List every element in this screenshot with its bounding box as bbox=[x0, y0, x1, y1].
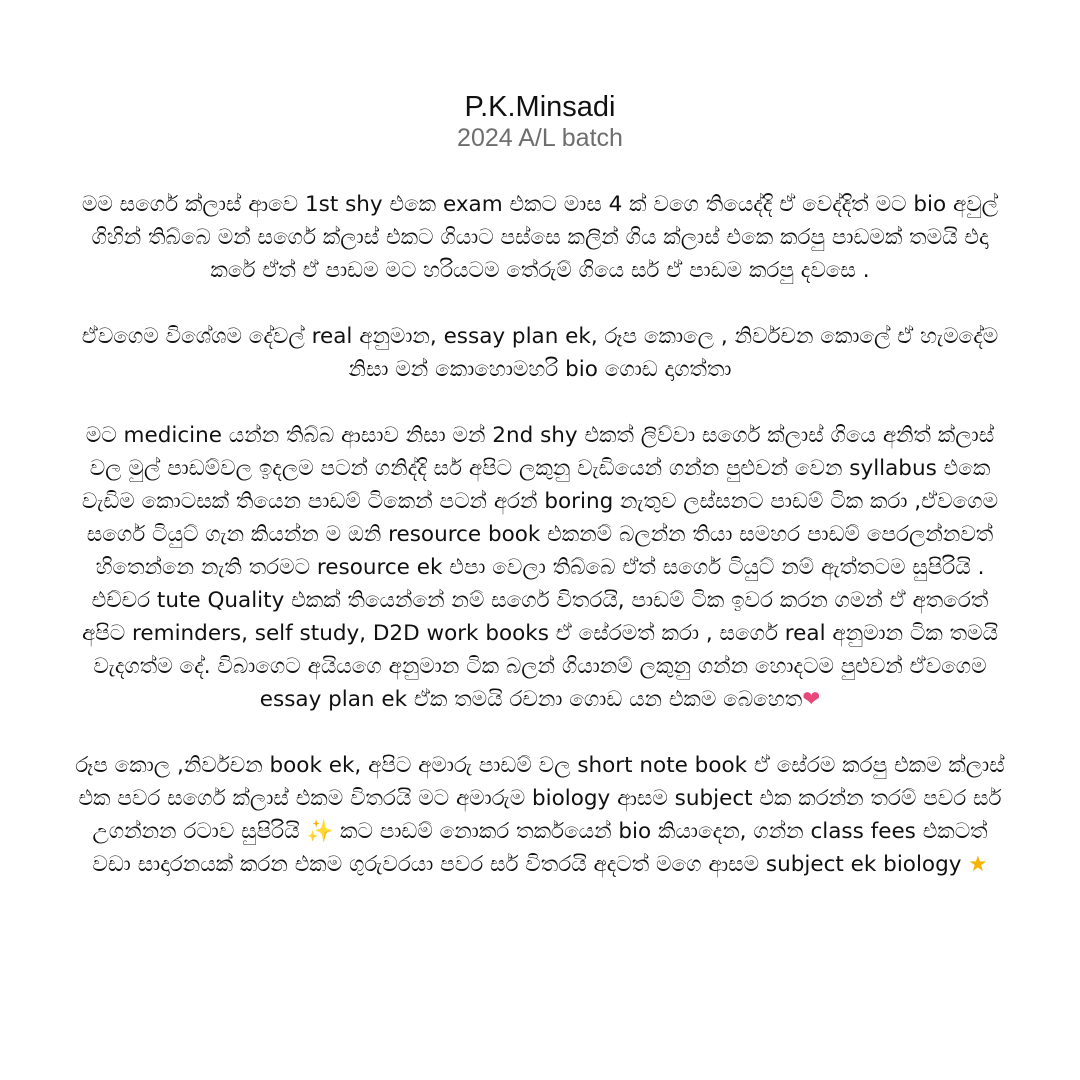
author-name: P.K.Minsadi bbox=[464, 91, 616, 123]
heart-icon: ❤ bbox=[802, 687, 821, 712]
paragraph-experience-text: මට medicine යන්න තිබ්බ ආසාව නිසා මන් 2nd shy එකත් ලිව්වා සර්ගෙ ක්ලාස් ගියෙ අනිත් ක්ලාස් වල මුල් පාඩම්වල ඉදලම පටන් ගනිද්දි සර් අපිට ලකුනු වැඩියෙන් ගන්න පුළුවන් වෙන syllabus එකෙ වැඩිම කොටසක් තියෙන පාඩම් ටිකෙන් පටන් අරන් boring නැතුව ලස්සනට පාඩම් ටික කරා ,ඒවගෙම සර්ගෙ ටියුට් ගැන කියන්න ම ඔනි resource book එකනම් බලන්න තියා සමහර පාඩම් පෙරලන්නවත් හිතෙන්නෙ නැති තරමට resource ek එපා වෙලා තිබ්බෙ ඒත් සර්ගෙ ටියුට් නම් ඇත්තටම සුපිරියි . එච්චර tute Quality එකක් තියෙන්නේ නම් සර්ගෙ විතරයි, පාඩම් ටික ඉවර කරන ගමන් ඒ අතරෙත් අපිට reminders, self study, D2D work books ඒ සේරමත් කරා , සර්ගෙ real අනුමාන ටික තමයි වැදගත්ම දේ. විබාගෙට අයියගෙ අනුමාන ටික බලන් ගියානම් ලකුනු ගන්න හොදටම පුළුවන් ඒවගෙම essay plan ek ඒක තමයි රචනා ගොඩ යන එකම බෙහෙත bbox=[81, 423, 999, 712]
star-icon: ★ bbox=[968, 852, 988, 877]
header bbox=[0, 90, 1080, 152]
paragraph-conclusion-text-1: රූප කොල ,නිර්වචන book ek, අපිට අමාරු පාඩම් වල short note book ඒ සේරම කරපු එකම ක්ලාස් එක පවර සර්ගෙ ක්ලාස් එකම විතරයි මට අමාරුම biology ආසම subject එක කරන්න තරම් පවර සර් උගන්නන රටාව සුපිරියි bbox=[75, 753, 1005, 844]
paragraph-experience bbox=[70, 419, 1010, 716]
paragraph-conclusion-text-2: කට පාඩම් නොකර තර්කයෙන් bio කියාදෙන, ගන්න class fees එකටත් වඩා සාදාරනයක් කරන එකම ගුරුවරයා පවර සර් විතරයි අදටත් මගෙ ආසම subject ek biology bbox=[92, 819, 988, 877]
paragraph-highlights: ඒවගෙම විශේශම දේවල් real අනුමාන, essay plan ek, රූප කොලෙ , නිර්වචන කොලේ ඒ හැමදේම නිසා මන් කොහොමහරි bio ගොඩ දාගත්තා bbox=[81, 324, 999, 382]
paragraph-conclusion bbox=[70, 749, 1010, 881]
sparkles-icon: ✨ bbox=[306, 819, 334, 844]
testimonial-body bbox=[70, 188, 1010, 914]
paragraph-intro: මම සර්ගෙ ක්ලාස් ආවෙ 1st shy එකෙ exam එකට මාස 4 ක් වගෙ තියෙද්දි ඒ වෙද්දිත් මට bio අවුල් ගිහින් තිබ්බෙ මන් සර්ගෙ ක්ලාස් එකට ගියාට පස්සෙ කලින් ගිය ක්ලාස් එකෙ කරපු පාඩමක් තමයි එදා කරේ ඒත් ඒ පාඩම මට හරියටම තේරුම් ගියෙ සර් ඒ පාඩම කරපු දවසෙ . bbox=[81, 192, 999, 283]
batch-label: 2024 A/L batch bbox=[457, 124, 623, 152]
